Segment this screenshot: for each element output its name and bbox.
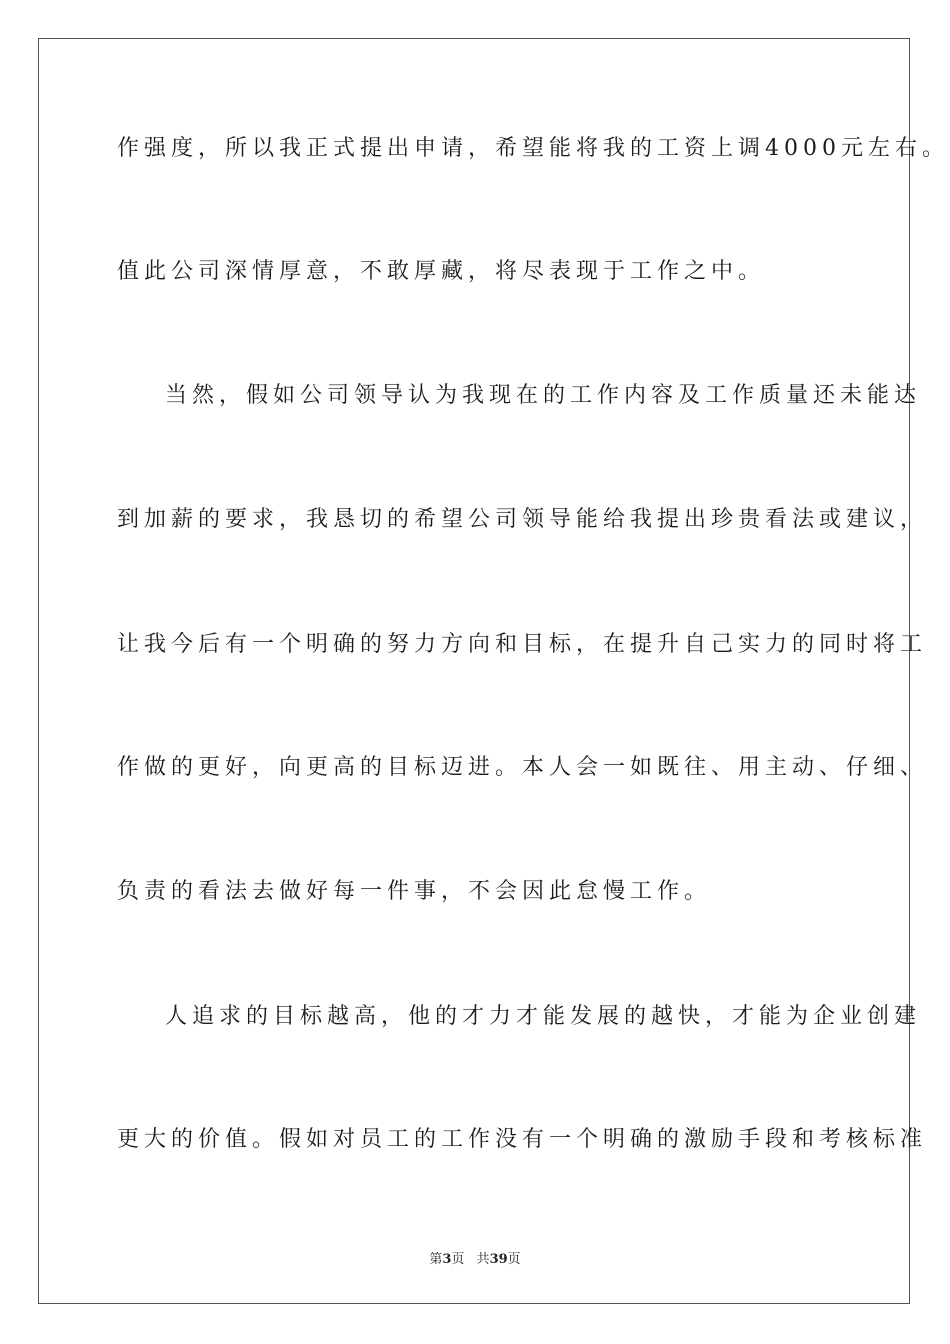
text-line-2: 值此公司深情厚意，不敢厚藏，将尽表现于工作之中。 <box>117 259 766 284</box>
page-border <box>38 38 949 1304</box>
paragraph-3-line-1: 人追求的目标越高，他的才力才能发展的越快，才能为企业创建 <box>165 1004 922 1029</box>
paragraph-3-line-2: 更大的价值。假如对员工的工作没有一个明确的激励手段和考核标准 <box>117 1127 928 1152</box>
paragraph-2-line-1: 当然，假如公司领导认为我现在的工作内容及工作质量还未能达 <box>165 383 922 408</box>
page-prefix: 第 <box>429 1252 443 1267</box>
total-suffix: 页 <box>507 1252 521 1267</box>
total-indicator <box>477 1252 521 1267</box>
paragraph-2-line-4: 作做的更好，向更高的目标迈进。本人会一如既往、用主动、仔细、 <box>117 755 928 780</box>
page-number: 3 <box>442 1252 452 1267</box>
total-prefix: 共 <box>476 1252 490 1267</box>
paragraph-2-line-3: 让我今后有一个明确的努力方向和目标，在提升自己实力的同时将工 <box>117 632 928 657</box>
total-pages: 39 <box>489 1252 508 1267</box>
text-line-1: 作强度，所以我正式提出申请，希望能将我的工资上调4000元左右。 <box>117 136 949 161</box>
page-indicator <box>429 1252 464 1267</box>
paragraph-2-line-5: 负责的看法去做好每一件事，不会因此怠慢工作。 <box>117 879 712 904</box>
page-footer <box>0 1248 950 1267</box>
paragraph-2-line-2: 到加薪的要求，我恳切的希望公司领导能给我提出珍贵看法或建议， <box>117 507 928 532</box>
page-suffix: 页 <box>451 1252 465 1267</box>
